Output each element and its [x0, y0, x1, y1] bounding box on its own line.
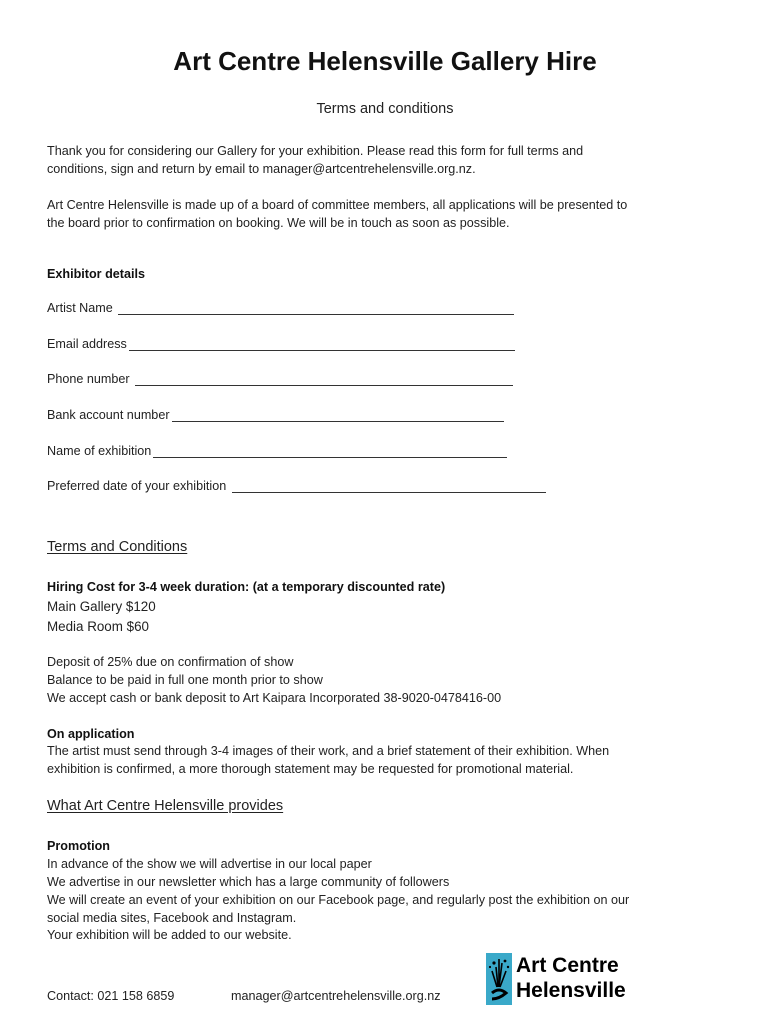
- page-title: Art Centre Helensville Gallery Hire: [173, 46, 597, 76]
- footer-email[interactable]: manager@artcentrehelensville.org.nz: [231, 989, 441, 1003]
- promotion-line: We advertise in our newsletter which has a large community of followers: [47, 875, 450, 889]
- email-address-line[interactable]: [129, 337, 515, 351]
- exhibition-name-line[interactable]: [153, 444, 507, 458]
- board-line: the board prior to confirmation on booking. We will be in touch as soon as possible.: [47, 216, 510, 230]
- media-room-price: Media Room $60: [47, 619, 149, 634]
- on-application-line: exhibition is confirmed, a more thorough statement may be requested for promotional material.: [47, 762, 574, 776]
- phone-number-field[interactable]: [47, 372, 513, 386]
- hiring-cost-heading: Hiring Cost for 3-4 week duration: (at a temporary discounted rate): [47, 580, 446, 594]
- balance-text: Balance to be paid in full one month prior to show: [47, 673, 323, 687]
- logo-text: [516, 953, 626, 1003]
- field-label: Artist Name: [47, 301, 113, 315]
- brush-splash-logo-icon: [486, 953, 512, 1005]
- phone-number-line[interactable]: [135, 372, 513, 386]
- provides-heading: What Art Centre Helensville provides: [47, 798, 284, 814]
- promotion-line: social media sites, Facebook and Instagram.: [47, 911, 297, 925]
- intro-line: conditions, sign and return by email to manager@artcentrehelensville.org.nz.: [47, 162, 476, 176]
- footer-contact: Contact: 021 158 6859: [47, 989, 175, 1003]
- exhibitor-details-heading: Exhibitor details: [47, 267, 145, 281]
- on-application-line: The artist must send through 3-4 images of their work, and a brief statement of their exhibition. When: [47, 744, 610, 758]
- board-line: Art Centre Helensville is made up of a board of committee members, all applications will be presented to: [47, 198, 628, 212]
- email-address-field[interactable]: [47, 337, 515, 351]
- logo-line: Helensville: [516, 979, 626, 1002]
- terms-heading: Terms and Conditions: [47, 539, 188, 555]
- field-label: Name of exhibition: [47, 444, 152, 458]
- promotion-heading: Promotion: [47, 839, 110, 853]
- artist-name-line[interactable]: [118, 301, 514, 315]
- promotion-line: We will create an event of your exhibition on our Facebook page, and regularly post the exhibition on our: [47, 893, 630, 907]
- logo-line: Art Centre: [516, 954, 619, 977]
- board-paragraph: [47, 196, 727, 232]
- field-label: Bank account number: [47, 408, 170, 422]
- page-subtitle: Terms and conditions: [316, 101, 454, 117]
- intro-line: Thank you for considering our Gallery for your exhibition. Please read this form for full terms and: [47, 144, 584, 158]
- field-label: Preferred date of your exhibition: [47, 479, 227, 493]
- field-label: Email address: [47, 337, 127, 351]
- on-application-heading: On application: [47, 727, 135, 741]
- field-label: Phone number: [47, 372, 130, 386]
- promotion-line: In advance of the show we will advertise in our local paper: [47, 857, 372, 871]
- preferred-date-field[interactable]: [47, 479, 546, 493]
- bank-account-field[interactable]: [47, 408, 504, 422]
- deposit-text: Deposit of 25% due on confirmation of show: [47, 655, 294, 669]
- main-gallery-price: Main Gallery $120: [47, 599, 156, 614]
- promotion-line: Your exhibition will be added to our website.: [47, 928, 292, 942]
- bank-account-line[interactable]: [172, 408, 504, 422]
- art-centre-logo: [486, 953, 666, 1009]
- intro-paragraph: [47, 142, 727, 178]
- preferred-date-line[interactable]: [232, 479, 546, 493]
- exhibition-name-field[interactable]: [47, 444, 507, 458]
- payment-text: We accept cash or bank deposit to Art Kaipara Incorporated 38-9020-0478416-00: [47, 691, 502, 705]
- artist-name-field[interactable]: [47, 301, 514, 315]
